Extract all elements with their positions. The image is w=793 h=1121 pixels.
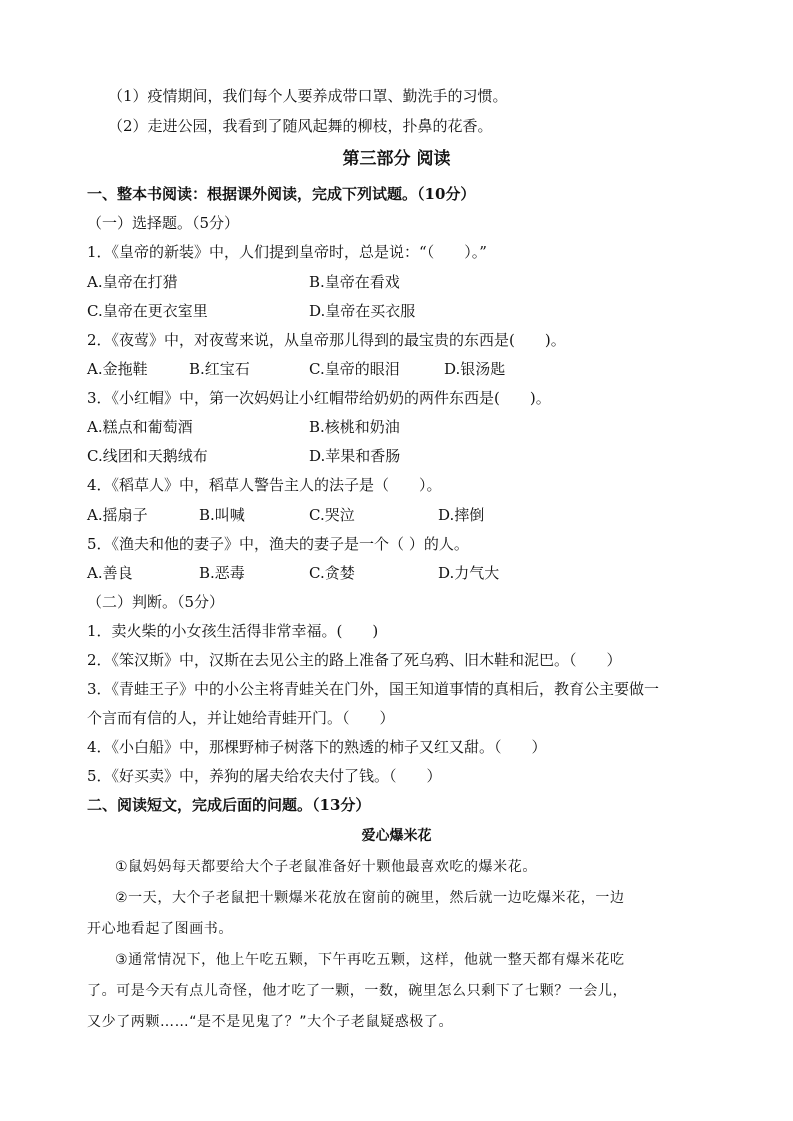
story-paragraph-3-line-2: 了。可是今天有点儿奇怪，他才吃了一颗，一数，碗里怎么只剩下了七颗？一会儿， <box>87 983 628 999</box>
judgement-4: 4．《小白船》中，那棵野柿子树落下的熟透的柿子又红又甜。（ ） <box>87 738 547 756</box>
judgement-3-continued: 个言而有信的人，并让她给青蛙开门。（ ） <box>87 709 395 727</box>
question-4-option-d: D.摔倒 <box>438 506 485 524</box>
question-1-option-b: B.皇帝在看戏 <box>309 273 400 291</box>
story-paragraph-3-line-3: 又少了两颗……“是不是见鬼了？”大个子老鼠疑惑极了。 <box>87 1014 454 1030</box>
question-2-option-b: B.红宝石 <box>189 360 250 378</box>
question-3-option-a: A.糕点和葡萄酒 <box>87 418 193 436</box>
question-1-option-d: D.皇帝在买衣服 <box>309 302 416 320</box>
story-paragraph-2-continued: 开心地看起了图画书。 <box>87 921 233 937</box>
intro-sentence-1: （1）疫情期间，我们每个人要养成带口罩、勤洗手的习惯。 <box>108 87 508 105</box>
intro-sentence-2: （2）走进公园，我看到了随风起舞的柳枝，扑鼻的花香。 <box>108 117 493 135</box>
question-4-stem: 4．《稻草人》中，稻草人警告主人的法子是（ ）。 <box>87 476 442 494</box>
question-5-stem: 5．《渔夫和他的妻子》中，渔夫的妻子是一个（ ）的人。 <box>87 535 469 553</box>
question-5-option-d: D.力气大 <box>438 564 500 582</box>
question-4-option-b: B.叫喊 <box>199 506 245 524</box>
judge-heading: （二）判断。（5分） <box>87 593 225 611</box>
question-4-option-a: A.摇扇子 <box>87 506 148 524</box>
story-title: 爱心爆米花 <box>361 828 432 844</box>
question-3-option-b: B.核桃和奶油 <box>309 418 400 436</box>
question-5-option-b: B.恶毒 <box>199 564 245 582</box>
question-3-option-d: D.苹果和香肠 <box>309 447 401 465</box>
question-5-option-a: A.善良 <box>87 564 133 582</box>
question-2-stem: 2．《夜莺》中，对夜莺来说，从皇帝那儿得到的最宝贵的东西是( )。 <box>87 331 566 349</box>
question-3-stem: 3．《小红帽》中，第一次妈妈让小红帽带给奶奶的两件东西是( )。 <box>87 389 551 407</box>
judgement-5: 5．《好买卖》中，养狗的屠夫给农夫付了钱。（ ） <box>87 767 442 785</box>
question-1-stem: 1．《皇帝的新装》中，人们提到皇帝时，总是说：“（ ）。” <box>87 243 487 261</box>
story-paragraph-2: ②一天，大个子老鼠把十颗爆米花放在窗前的碗里，然后就一边吃爆米花，一边 <box>115 890 625 906</box>
story-paragraph-1: ①鼠妈妈每天都要给大个子老鼠准备好十颗他最喜欢吃的爆米花。 <box>115 859 537 875</box>
judgement-2: 2．《笨汉斯》中，汉斯在去见公主的路上准备了死乌鸦、旧木鞋和泥巴。（ ） <box>87 651 622 669</box>
question-5-option-c: C.贪婪 <box>309 564 355 582</box>
part-title: 第三部分 阅读 <box>342 149 451 169</box>
judgement-3: 3．《青蛙王子》中的小公主将青蛙关在门外，国王知道事情的真相后，教育公主要做一 <box>87 680 660 698</box>
story-paragraph-3: ③通常情况下，他上午吃五颗，下午再吃五颗，这样，他就一整天都有爆米花吃 <box>115 952 625 968</box>
question-2-option-a: A.金拖鞋 <box>87 360 148 378</box>
question-3-option-c: C.线团和天鹅绒布 <box>87 447 208 465</box>
question-4-option-c: C.哭泣 <box>309 506 355 524</box>
question-1-option-a: A.皇帝在打猎 <box>87 273 178 291</box>
question-2-option-d: D.银汤匙 <box>444 360 506 378</box>
judgement-1: 1．卖火柴的小女孩生活得非常幸福。( ) <box>87 622 379 640</box>
question-1-option-c: C.皇帝在更衣室里 <box>87 302 208 320</box>
section1-heading: 一、整本书阅读：根据课外阅读，完成下列试题。（10分） <box>87 185 476 203</box>
section2-heading: 二、阅读短文，完成后面的问题。（13分） <box>87 796 371 814</box>
choice-heading: （一）选择题。（5分） <box>87 214 240 232</box>
question-2-option-c: C.皇帝的眼泪 <box>309 360 400 378</box>
